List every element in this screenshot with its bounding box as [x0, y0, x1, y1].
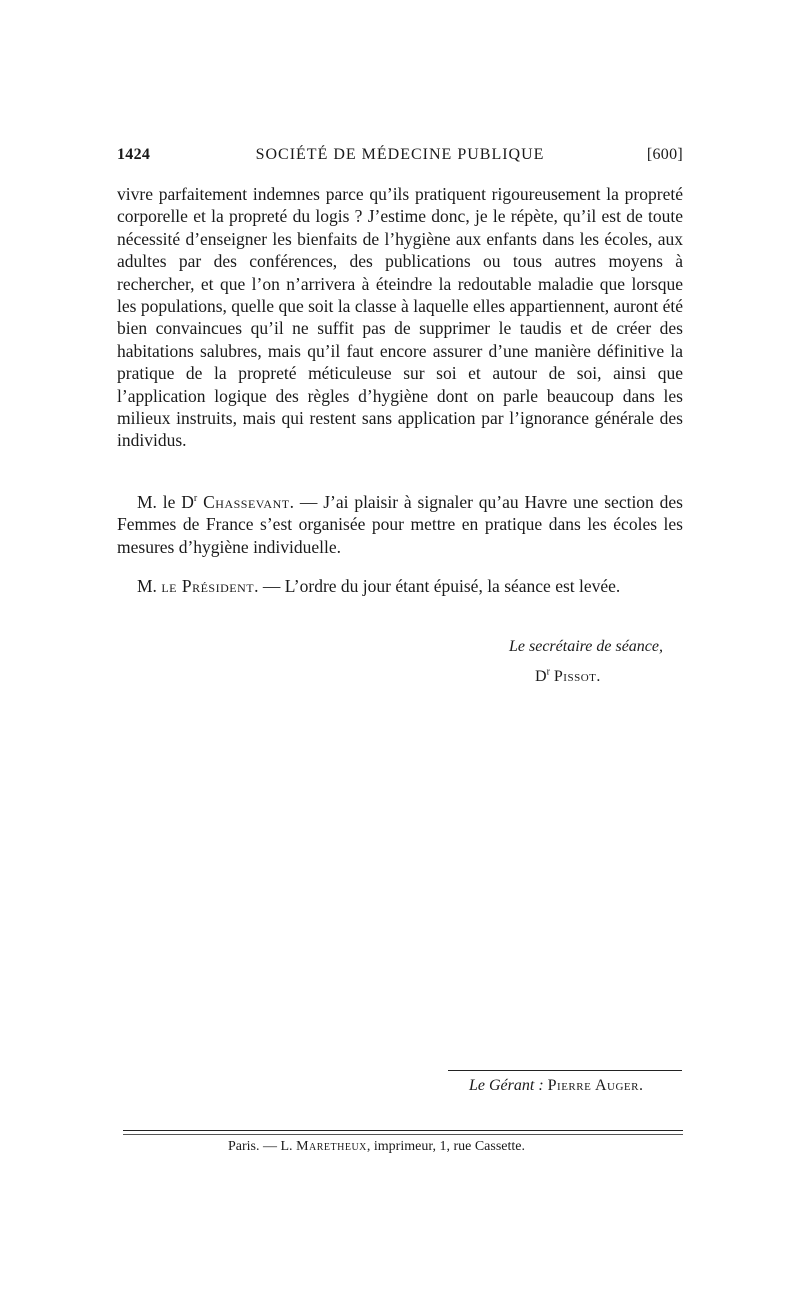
divider-rule [448, 1070, 682, 1071]
signature-block [117, 638, 683, 685]
paragraph-president [117, 575, 683, 597]
printer-imprint [228, 1139, 525, 1155]
signature-role: Le secrétaire de séance, [508, 638, 663, 655]
speaker-prefix: M. le D [137, 492, 194, 512]
paragraph-text [117, 491, 683, 558]
speaker-prefix: M. [137, 576, 157, 596]
title-superscript: r [193, 493, 198, 505]
signature-name: Pissot. [553, 668, 601, 685]
title-superscript: r [546, 666, 550, 678]
divider-rule [123, 1134, 683, 1135]
running-title: SOCIÉTÉ DE MÉDECINE PUBLIQUE [255, 146, 545, 163]
speaker-name: le Président [161, 576, 255, 596]
gerant-name: Pierre Auger. [547, 1077, 644, 1094]
gerant-label: Le Gérant : [469, 1077, 544, 1094]
speaker-name: Chassevant [203, 492, 290, 512]
speech-text: . — J’ai plaisir à signaler qu’au Havre une section des Femmes de France s’est organisée pour mettre en pratique dans les écoles les mesures d’hygiène individuelle. [117, 492, 683, 557]
signature-prefix: D [535, 668, 547, 685]
paragraph-text: vivre parfaitement indemnes parce qu’ils pratiquent rigoureusement la propreté corporelle et la propreté du logis ? J’estime donc, je le répète, qu’il est de toute nécessité d’enseigner les bienfaits de l’hygiène aux enfants dans les écoles, aux adultes par des conférences, des publications ou tous autres moyens à rechercher, et que l’on n’arrivera à éteindre la redoutable maladie que lorsque les populations, quelle que soit la classe à laquelle elles appartiennent, auront été bien convaincues qu’il ne suffit pas de supprimer le taudis et de créer des habitations salubres, mais qu’il faut encore assurer d’une manière définitive la pratique de la propreté méticuleuse sur soi et autour de soi, ainsi que l’application logique des règles d’hygiène dont on parle beaucoup dans les milieux instruits, mais qui restent sans application par l’ignorance générale des individus. [117, 184, 683, 451]
printer-address: , imprimeur, 1, rue Cassette. [366, 1139, 525, 1154]
printer-name: Maretheux [296, 1139, 367, 1154]
paragraph-text [117, 575, 683, 597]
divider-rule [123, 1130, 683, 1131]
signature-name-line [535, 668, 601, 686]
gerant-line [469, 1077, 643, 1095]
paragraph-chassevant [117, 491, 683, 558]
page-reference: [600] [646, 146, 683, 163]
printer-prefix: Paris. — L. [228, 1139, 293, 1154]
page-number: 1424 [117, 146, 151, 163]
speech-text: . — L’ordre du jour étant épuisé, la séance est levée. [254, 576, 621, 596]
paragraph-continuation [117, 183, 683, 452]
